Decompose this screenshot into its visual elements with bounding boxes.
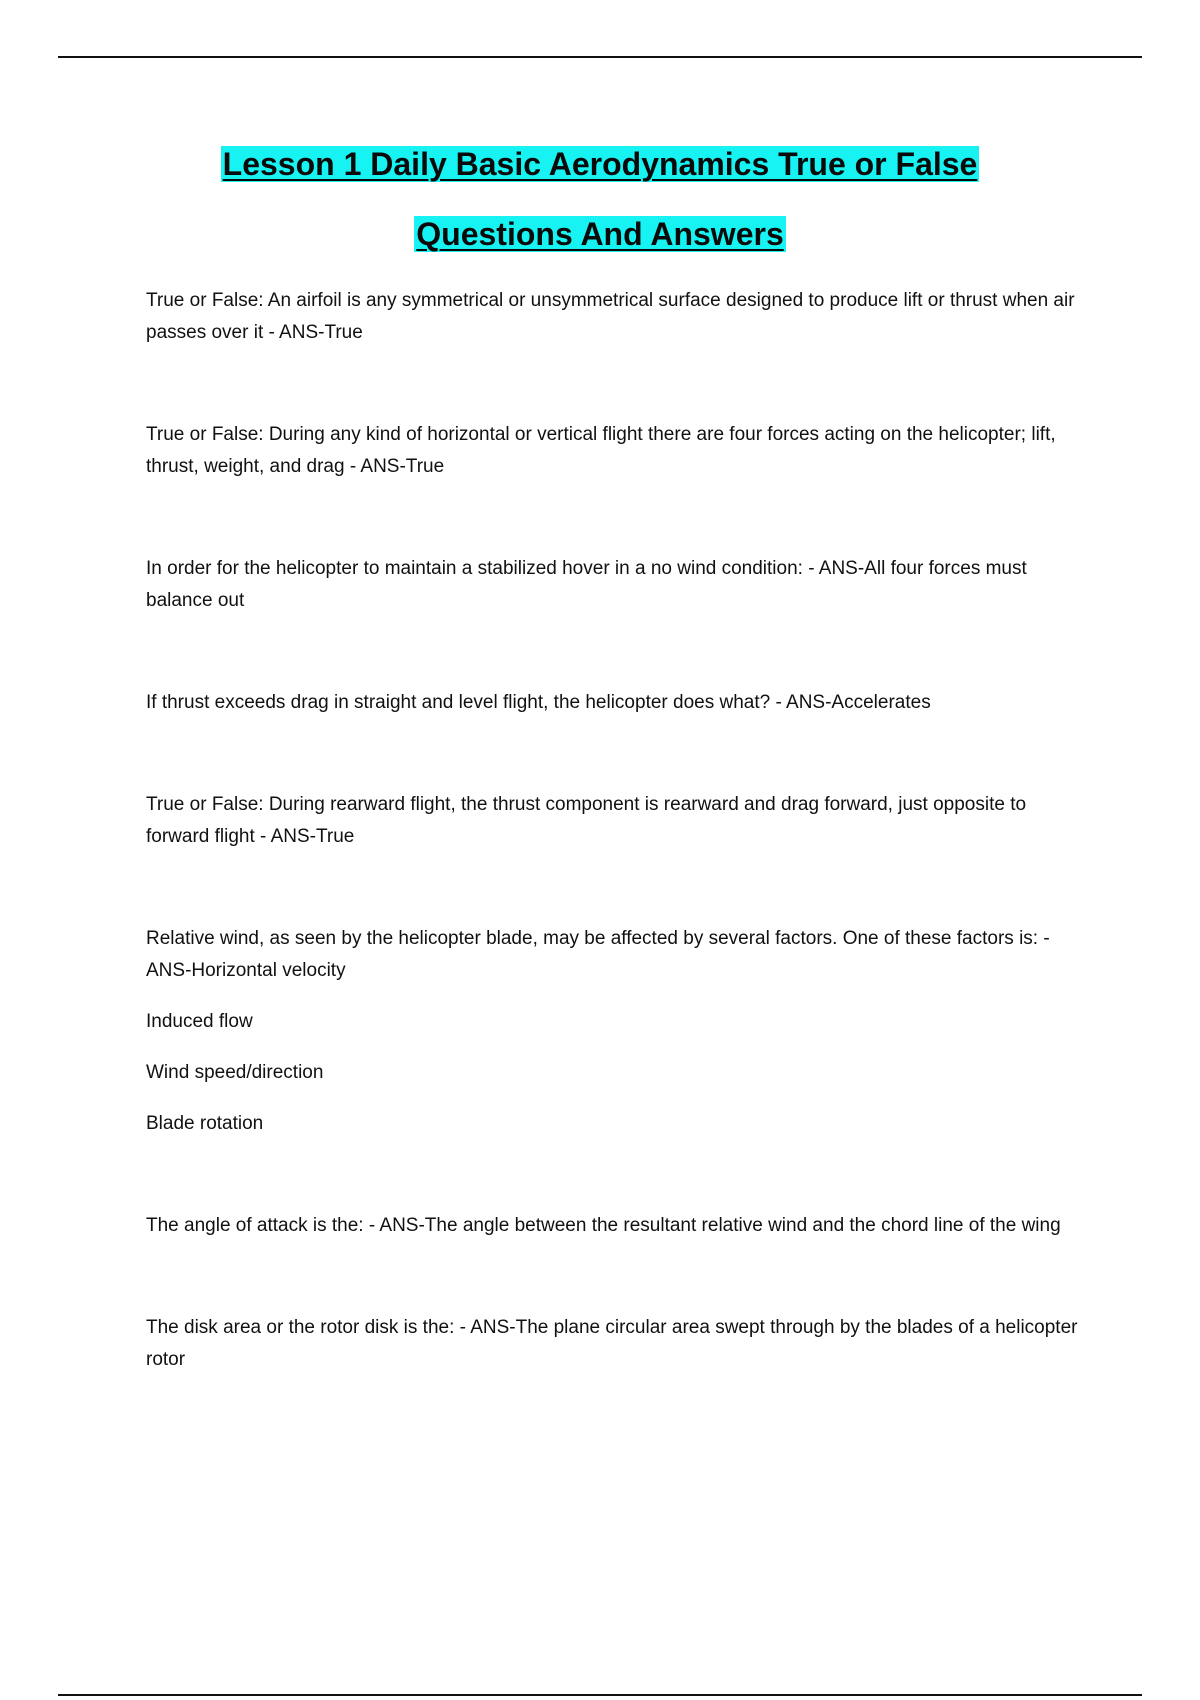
qa-subitem-blade-rotation: Blade rotation — [146, 1113, 264, 1134]
qa-item-6: Relative wind, as seen by the helicopter blade, may be affected by several factors. One of these factors is: - ANS-Horizontal velocity — [146, 928, 1050, 981]
title-text-2: Questions And Answers — [416, 216, 784, 252]
top-rule — [58, 56, 1142, 58]
qa-item-4: If thrust exceeds drag in straight and level flight, the helicopter does what? - ANS-Accelerates — [146, 692, 931, 713]
qa-item-8: The disk area or the rotor disk is the: - ANS-The plane circular area swept through by the blades of a helicopter rotor — [146, 1317, 1078, 1370]
qa-item-7: The angle of attack is the: - ANS-The angle between the resultant relative wind and the chord line of the wing — [146, 1215, 1061, 1236]
qa-item-2: True or False: During any kind of horizontal or vertical flight there are four forces acting on the helicopter; lift, thrust, weight, and drag - ANS-True — [146, 424, 1056, 477]
qa-item-5: True or False: During rearward flight, the thrust component is rearward and drag forward, just opposite to forward flight - ANS-True — [146, 794, 1027, 847]
bottom-rule — [58, 1694, 1142, 1696]
qa-subitem-wind-speed: Wind speed/direction — [146, 1062, 324, 1083]
title-line-1 — [0, 142, 1200, 186]
qa-subitem-induced-flow: Induced flow — [146, 1011, 253, 1032]
qa-item-1: True or False: An airfoil is any symmetrical or unsymmetrical surface designed to produce lift or thrust when air passes over it - ANS-True — [146, 290, 1075, 343]
title-text-1: Lesson 1 Daily Basic Aerodynamics True or False — [222, 146, 978, 182]
document-title — [0, 142, 1200, 256]
title-line-2 — [0, 212, 1200, 256]
qa-item-3: In order for the helicopter to maintain a stabilized hover in a no wind condition: - ANS-All four forces must balance out — [146, 558, 1027, 611]
qa-list — [146, 285, 1086, 1376]
